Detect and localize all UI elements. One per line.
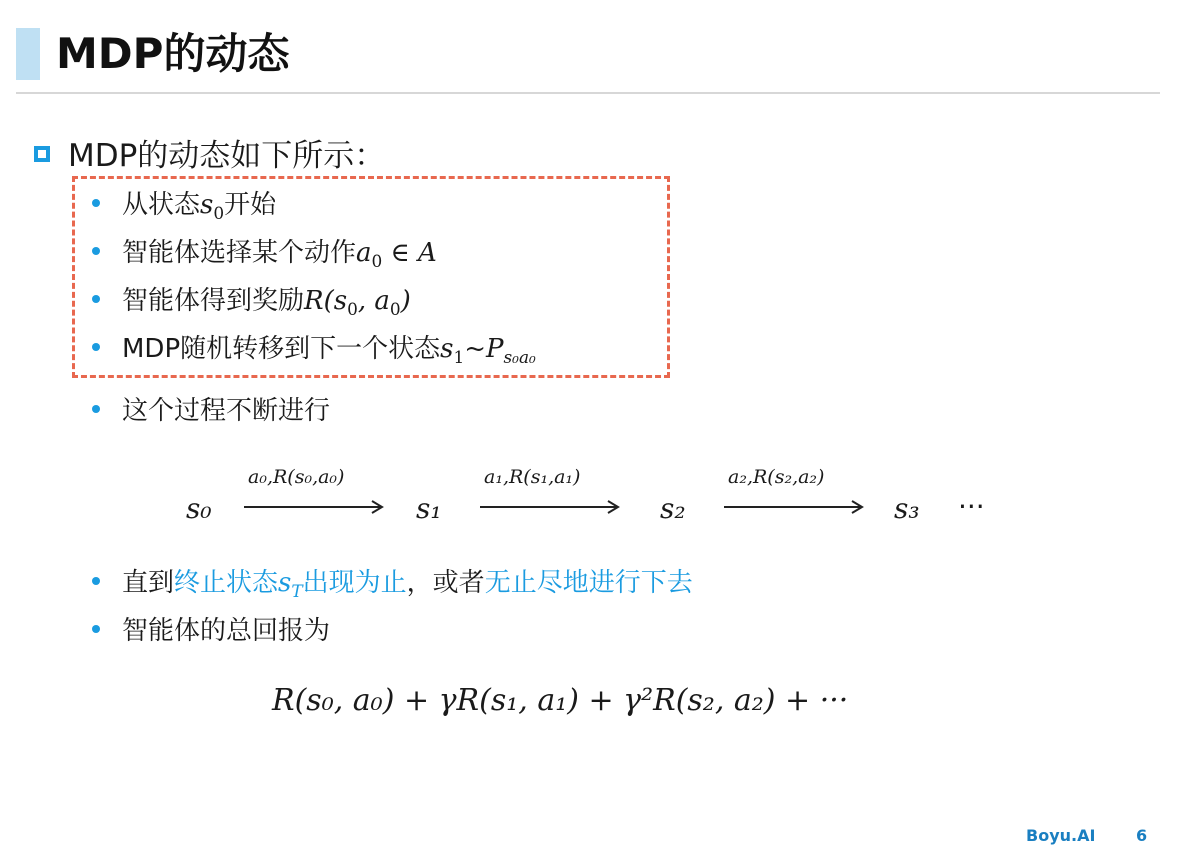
transition-label-0: a₀,R(s₀,a₀): [248, 466, 345, 488]
bullet-dot-icon: [92, 199, 100, 207]
bullet-dot-icon: [92, 405, 100, 413]
list-item-return: 智能体的总回报为: [92, 614, 330, 648]
state-s3: s₃: [894, 492, 920, 525]
arrow-icon: [480, 497, 622, 517]
arrow-icon: [244, 497, 386, 517]
arrow-icon: [724, 497, 866, 517]
list-item-termination: 直到终止状态$s_T$出现为止，或者无止尽地进行下去: [92, 566, 693, 600]
list-item-start: 从状态$s_0$开始: [92, 188, 276, 222]
square-bullet-icon: [34, 146, 50, 162]
footer-brand: Boyu.AI: [1026, 826, 1096, 845]
bullet-dot-icon: [92, 247, 100, 255]
sequence-ellipsis: ···: [958, 490, 985, 523]
state-s1: s₁: [416, 492, 442, 525]
bullet-dot-icon: [92, 577, 100, 585]
transition-label-2: a₂,R(s₂,a₂): [728, 466, 825, 488]
slide-title: MDP的动态: [56, 29, 290, 78]
list-item-reward: 智能体得到奖励$R(s_0$, $a_0$): [92, 284, 411, 318]
transition-label-1: a₁,R(s₁,a₁): [484, 466, 581, 488]
list-item-process: 这个过程不断进行: [92, 394, 330, 428]
title-accent-bar: [16, 28, 40, 80]
bullet-dot-icon: [92, 343, 100, 351]
list-item-action: 智能体选择某个动作$a_0$ ∈ A: [92, 236, 437, 270]
bullet-dot-icon: [92, 295, 100, 303]
page-number: 6: [1136, 826, 1148, 845]
bullet-dot-icon: [92, 625, 100, 633]
return-formula: R(s₀, a₀) + γR(s₁, a₁) + γ²R(s₂, a₂) + ···: [272, 683, 849, 718]
lead-text: MDP的动态如下所示：: [68, 138, 386, 174]
state-s0: s₀: [186, 492, 212, 525]
list-item-transition: MDP随机转移到下一个状态$s_1\sim P_{s_0a_0}$: [92, 332, 536, 366]
title-divider: [16, 92, 1160, 94]
state-s2: s₂: [660, 492, 686, 525]
